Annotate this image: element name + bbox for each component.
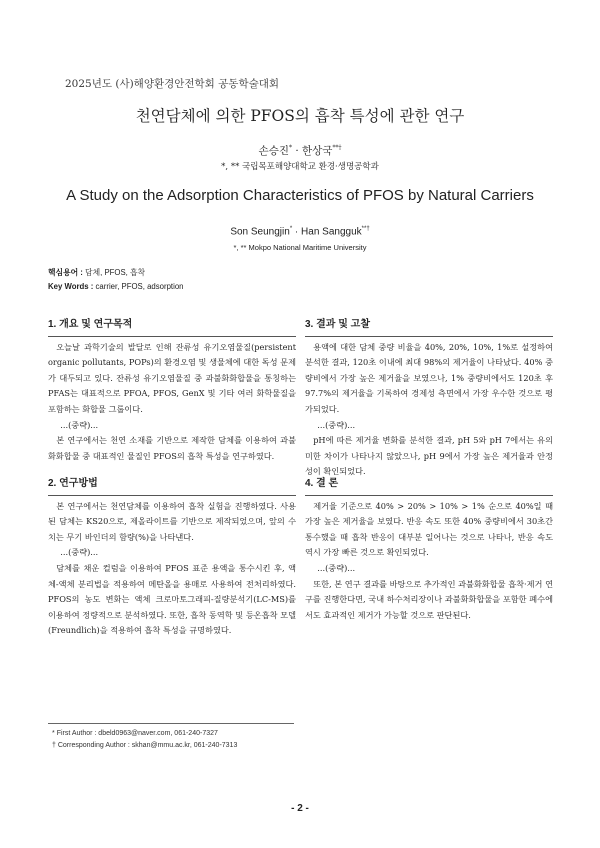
section-4-ellipsis: ...(중략)... (317, 562, 356, 573)
author-sep-ko: · (291, 145, 302, 157)
authors-korean (0, 143, 600, 158)
author1-en: Son Seungjin (230, 226, 290, 238)
author-sep-en: · (292, 226, 302, 238)
footnote-first-mark: * (52, 730, 55, 737)
author2-ko: 한상국 (302, 145, 333, 157)
authors-english (0, 226, 600, 237)
footnote-corr-mark: † (52, 742, 56, 749)
footnote-first-author (52, 730, 218, 737)
section-4-heading: 4. 결 론 (305, 476, 553, 496)
keywords-en-value: carrier, PFOS, adsorption (93, 282, 184, 291)
title-english: A Study on the Adsorption Characteristics of PFOS by Natural Carriers (66, 187, 534, 204)
section-2-heading: 2. 연구방법 (48, 476, 296, 496)
left-column-section-2 (48, 476, 296, 639)
section-4-paragraph-2: 또한, 본 연구 결과를 바탕으로 추가적인 과불화화합물 흡착·제거 연구를 진행한다면, 국내 하수처리장이나 과불화화합물을 포함한 폐수에서도 효과적인 제거가 가능할 것으로 판단된다. (305, 578, 553, 620)
section-3-ellipsis: ...(중략)... (317, 419, 356, 430)
keywords-en-label: Key Words : (48, 282, 94, 291)
conference-header: 2025년도 (사)해양환경안전학회 공동학술대회 (65, 78, 280, 90)
title-korean: 천연담체에 의한 PFOS의 흡착 특성에 관한 연구 (135, 107, 465, 125)
footnote-corresponding-author (52, 742, 237, 749)
section-4-paragraph-1: 제거율 기준으로 40% > 20% > 10% > 1% 순으로 40%일 때 가장 높은 제거율을 보였다. 반응 속도 또한 40% 중량비에서 30초간 통수했을 때 흡착 반응이 대부분 일어나는 것으로 나타나, 반응 속도 역시 가장 빠른 것으로 확인되었다. (305, 500, 553, 558)
author2-ko-mark: **† (332, 144, 342, 152)
section-1-paragraph-1: 오늘날 과학기술의 발달로 인해 잔류성 유기오염물질(persistent organic pollutants, POPs)의 환경오염 및 생물체에 대한 독성 문제가 대두되고 있다. 잔류성 유기오염물질 중 과불화화합물을 통칭하는 PFAS는 대표적으로 PFOA, PFOS, GenX 및 기타 여러 화학물질을 포함하는 화합물 그룹이다. (48, 341, 296, 414)
section-3-paragraph-2: pH에 따른 제거율 변화를 분석한 결과, pH 5와 pH 7에서는 유의미한 차이가 나타나지 않았으나, pH 9에서 가장 높은 제거율과 안정성이 확인되었다. (305, 435, 553, 477)
section-1-paragraph-2: 본 연구에서는 천연 소재를 기반으로 제작한 담체를 이용하여 과불화화합물 중 대표적인 물질인 PFOS의 흡착 특성을 연구하였다. (48, 435, 296, 461)
author2-en-mark: **† (361, 226, 370, 232)
footnote-corr-text: Corresponding Author : skhan@mmu.ac.kr, 061-240-7313 (57, 742, 238, 749)
author1-ko: 손승진 (258, 145, 289, 157)
section-1-ellipsis: ...(중략)... (60, 419, 99, 430)
left-column (48, 317, 296, 464)
affiliation-korean: *, ** 국립목포해양대학교 환경·생명공학과 (221, 162, 379, 172)
section-2-paragraph-2: 담체를 채운 컬럼을 이용하여 PFOS 표준 용액을 통수시킨 후, 액체-액체 분리법을 적용하여 메탄올을 용매로 사용하여 전처리하였다. PFOS의 농도 변화는 액체 크로마토그래피-질량분석기(LC-MS)를 이용하여 정량적으로 분석하였다. 또한, 흡착 동역학 및 등온흡착 모델(Freundlich)을 적용하여 흡착 특성을 규명하였다. (48, 562, 296, 636)
right-column-section-4 (305, 476, 553, 623)
section-1-heading: 1. 개요 및 연구목적 (48, 317, 296, 337)
page-number: - 2 - (291, 803, 309, 814)
right-column (305, 317, 553, 480)
section-3-paragraph-1: 용액에 대한 담체 중량 비율을 40%, 20%, 10%, 1%로 설정하여 분석한 결과, 120초 이내에 최대 98%의 제거율이 나타났다. 40% 중량비에서 가장 높은 제거율을 보였으나, 1% 중량비에서도 120초 후 97.7%의 제거율을 기록하여 경제성 측면에서 가장 우수한 것으로 평가되었다. (305, 341, 553, 414)
section-2-ellipsis: ...(중략)... (60, 547, 99, 558)
keywords-ko-label: 핵심용어 : (48, 268, 83, 277)
author1-ko-mark: * (288, 144, 292, 152)
section-2-paragraph-1: 본 연구에서는 천연담체를 이용하여 흡착 실험을 진행하였다. 사용된 담체는 KS20으로, 제올라이트를 기반으로 제작되었으며, 앞의 수치는 무기 바인더의 함량(%)을 나타낸다. (48, 500, 296, 542)
author2-en: Han Sangguk (301, 226, 362, 238)
keywords-ko-value: 담체, PFOS, 흡착 (82, 268, 146, 277)
keywords-korean (48, 267, 145, 278)
footnote-divider (48, 723, 294, 724)
section-3-heading: 3. 결과 및 고찰 (305, 317, 553, 337)
footnote-first-text: First Author : dbeld0963@naver.com, 061-240-7327 (56, 730, 218, 737)
affiliation-english: *, ** Mokpo National Maritime University (233, 243, 367, 252)
keywords-english (48, 282, 184, 291)
author1-en-mark: * (289, 226, 293, 232)
